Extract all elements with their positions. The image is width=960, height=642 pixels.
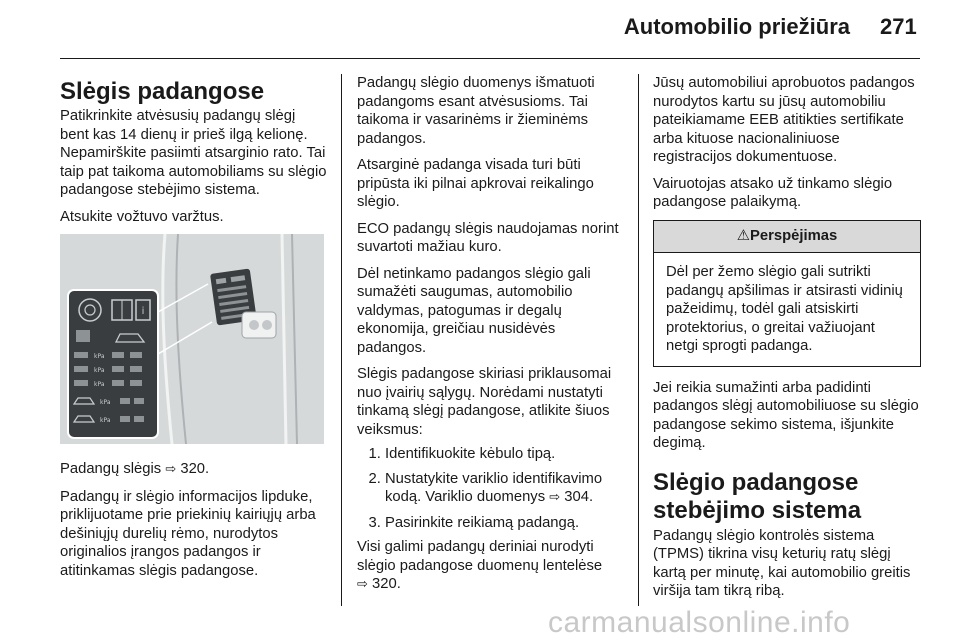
- paragraph: Atsarginė padanga visada turi būti pripūsta iki pilnai apkrovai reikalingo slėgio.: [357, 157, 594, 210]
- tire-pressure-label-illustration: [60, 234, 324, 444]
- paragraph: Jei reikia sumažinti arba padidinti padangos slėgį automobiliuose su slėgio padangose sekimo sistema, išjunkite degimą.: [653, 379, 919, 451]
- watermark: carmanualsonline.info: [548, 606, 851, 639]
- warning-body: Dėl per žemo slėgio gali sutrikti padangų apšilimas ir atsirasti vidinių pažeidimų, todėl gali atsiskirti protektorius, o greitai važiuojant netgi sprogti padanga.: [666, 264, 903, 354]
- page-ref-icon: ⇨: [549, 490, 561, 505]
- paragraph: ECO padangų slėgis naudojamas norint suvartoti mažiau kuro.: [357, 220, 619, 255]
- column-2: [357, 74, 625, 603]
- page-number: 271: [880, 14, 917, 39]
- svg-text:kPa: kPa: [94, 353, 105, 360]
- svg-text:i: i: [141, 306, 145, 317]
- svg-text:kPa: kPa: [94, 381, 105, 388]
- svg-text:kPa: kPa: [94, 367, 105, 374]
- svg-text:kPa: kPa: [100, 399, 111, 406]
- paragraph: Patikrinkite atvėsusių padangų slėgį bent kas 14 dienų ir prieš ilgą kelionę. Nepamirškite pasiimti atsarginio rato. Tai taip pat taikoma automobiliams su slėgio padangose stebėjimo sistema.: [60, 108, 327, 198]
- paragraph: Padangų slėgio kontrolės sistema (TPMS) tikrina visų keturių ratų slėgį kartą per minutę, kai automobilio greitis viršija tam tikrą ribą.: [653, 527, 911, 599]
- section-heading-tire-pressure: Slėgis padangose: [60, 78, 265, 105]
- column-divider: [341, 74, 342, 606]
- list-item: 1. Identifikuokite kėbulo tipą.: [385, 445, 625, 464]
- svg-text:kPa: kPa: [100, 417, 111, 424]
- header-title: Automobilio priežiūra: [623, 14, 850, 39]
- page-ref-link[interactable]: 304.: [564, 489, 594, 505]
- paragraph: Dėl netinkamo padangos slėgio gali sumažėti saugumas, automobilio valdymas, patogumas ir degalų ekonomija, greičiau nusidėvės padangos.: [357, 265, 591, 356]
- paragraph: Slėgis padangose skiriasi priklausomai nuo įvairių sąlygų. Norėdami nustatyti tinkamą slėgį padangose, atlikite šiuos veiksmus:: [357, 366, 612, 438]
- page-ref-icon: ⇨: [357, 577, 368, 592]
- column-3: [653, 74, 921, 609]
- list-item: 2. Nustatykite variklio identifikavimo kodą. Variklio duomenys ⇨ 304.: [385, 470, 625, 508]
- warning-box: [653, 220, 921, 367]
- page-ref-icon: ⇨: [165, 462, 177, 477]
- paragraph: Jūsų automobiliui aprobuotos padangos nurodytos kartu su jūsų automobiliu pateikiamame EEB atitikties sertifikate arba kituose nacionaliniuose registracijos dokumentuose.: [653, 75, 915, 165]
- paragraph: Padangų slėgio duomenys išmatuoti padangoms esant atvėsusioms. Tai taikoma ir vasarinėms ir žieminėms padangos.: [357, 75, 595, 147]
- page-ref-link[interactable]: 320.: [180, 461, 210, 477]
- header-rule: [60, 58, 920, 59]
- steps-list: [357, 445, 625, 532]
- paragraph: Padangų ir slėgio informacijos lipduke, priklijuotame prie priekinių kairiųjų arba dešiniųjų durelių rėmo, nurodytos originalios įrangos padangos ir atitinkamas slėgis padangose.: [60, 488, 316, 579]
- paragraph: Padangų slėgis ⇨ 320.: [60, 461, 210, 477]
- column-divider: [638, 74, 639, 606]
- warning-header: [654, 221, 920, 254]
- paragraph: Vairuotojas atsako už tinkamo slėgio padangose palaikymą.: [653, 175, 893, 210]
- page-ref-link[interactable]: 320.: [372, 576, 401, 592]
- warning-triangle-icon: ⚠: [736, 227, 751, 244]
- list-item: 3. Pasirinkite reikiamą padangą.: [385, 514, 625, 533]
- paragraph: Atsukite vožtuvo varžtus.: [60, 208, 224, 225]
- door-pillar-drawing: [60, 234, 324, 444]
- paragraph: Visi galimi padangų deriniai nurodyti slėgio padangose duomenų lentelėse ⇨ 320.: [357, 539, 603, 592]
- warning-title: Perspėjimas: [750, 227, 838, 244]
- column-1: [60, 74, 328, 588]
- section-heading-tpms: Slėgio padangose stebėjimo sistema: [653, 468, 862, 524]
